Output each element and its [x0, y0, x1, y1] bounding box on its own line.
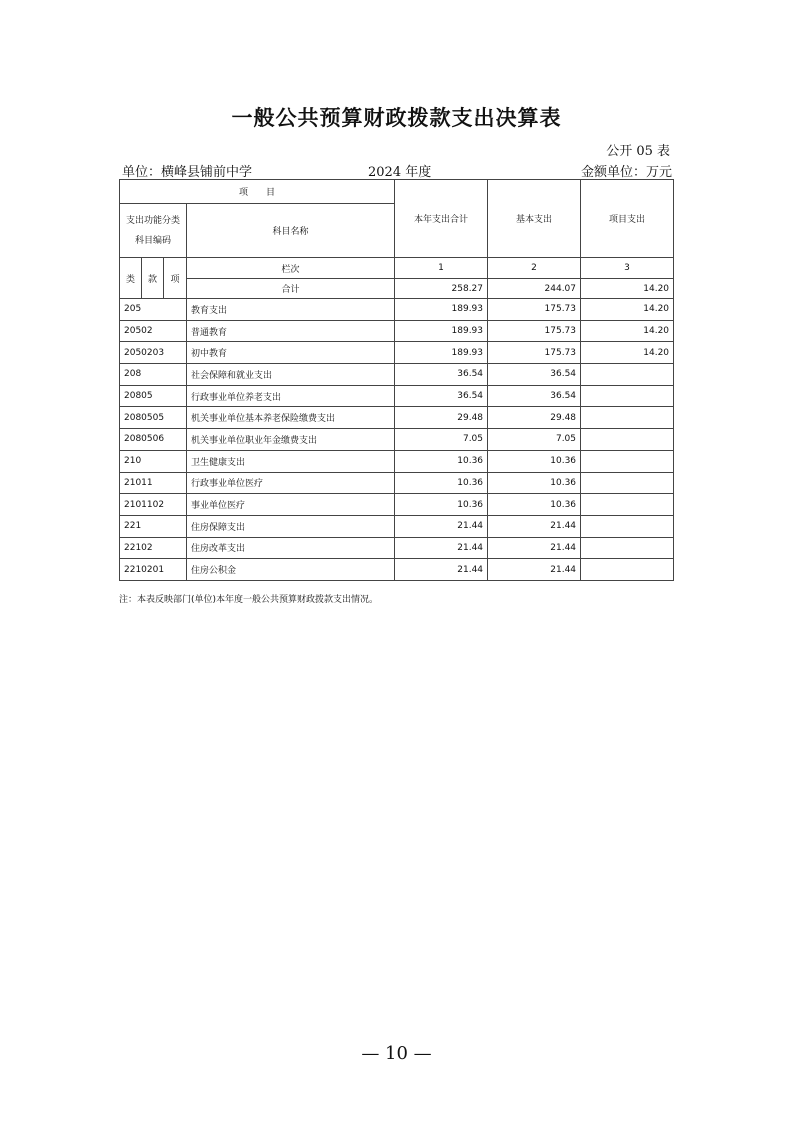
row-basic: 7.05: [488, 429, 581, 451]
func-class-line2: 科目编码: [134, 235, 171, 246]
total-row-project: 14.20: [581, 279, 674, 299]
row-total: 189.93: [395, 320, 488, 342]
row-code: 22102: [120, 537, 187, 559]
table-row: [120, 385, 674, 407]
total-row: [120, 279, 674, 299]
row-code: 2101102: [120, 494, 187, 516]
row-basic: 36.54: [488, 364, 581, 386]
row-basic: 10.36: [488, 494, 581, 516]
total-row-total: 258.27: [395, 279, 488, 299]
total-row-label: 合计: [187, 279, 395, 299]
row-code: 208: [120, 364, 187, 386]
table-note: 注：本表反映部门(单位)本年度一般公共预算财政拨款支出情况。: [119, 595, 379, 605]
row-basic: 21.44: [488, 559, 581, 581]
row-code: 20805: [120, 385, 187, 407]
func-class-line1: 支出功能分类: [125, 215, 180, 226]
row-total: 10.36: [395, 450, 488, 472]
row-name: 住房改革支出: [187, 537, 395, 559]
total-row-basic: 244.07: [488, 279, 581, 299]
row-project: [581, 450, 674, 472]
row-name: 行政事业单位医疗: [187, 472, 395, 494]
row-project: [581, 364, 674, 386]
row-name: 事业单位医疗: [187, 494, 395, 516]
row-basic: 10.36: [488, 450, 581, 472]
table-row: [120, 429, 674, 451]
table-row: [120, 472, 674, 494]
row-project: [581, 494, 674, 516]
table-row: [120, 320, 674, 342]
row-total: 21.44: [395, 537, 488, 559]
table-row: [120, 299, 674, 321]
row-total: 21.44: [395, 559, 488, 581]
row-name: 初中教育: [187, 342, 395, 364]
row-name: 住房保障支出: [187, 515, 395, 537]
row-total: 36.54: [395, 364, 488, 386]
row-name: 机关事业单位基本养老保险缴费支出: [187, 407, 395, 429]
subject-name-header: 科目名称: [187, 204, 395, 258]
total-header: 本年支出合计: [395, 180, 488, 258]
table-row: [120, 515, 674, 537]
row-basic: 175.73: [488, 299, 581, 321]
row-project: [581, 537, 674, 559]
row-name: 普通教育: [187, 320, 395, 342]
row-basic: 10.36: [488, 472, 581, 494]
table-row: [120, 342, 674, 364]
row-project: [581, 515, 674, 537]
row-name: 住房公积金: [187, 559, 395, 581]
row-code: 20502: [120, 320, 187, 342]
row-project: 14.20: [581, 299, 674, 321]
row-total: 21.44: [395, 515, 488, 537]
row-basic: 29.48: [488, 407, 581, 429]
row-code: 2080505: [120, 407, 187, 429]
row-total: 10.36: [395, 494, 488, 516]
table-row: [120, 537, 674, 559]
row-total: 29.48: [395, 407, 488, 429]
row-total: 7.05: [395, 429, 488, 451]
row-code: 205: [120, 299, 187, 321]
row-name: 卫生健康支出: [187, 450, 395, 472]
row-code: 21011: [120, 472, 187, 494]
project-expense-header: 项目支出: [581, 180, 674, 258]
basic-header: 基本支出: [488, 180, 581, 258]
page-number: — 10 —: [361, 1043, 432, 1064]
row-basic: 21.44: [488, 537, 581, 559]
kuan-header: 款: [142, 258, 164, 299]
row-code: 210: [120, 450, 187, 472]
row-name: 机关事业单位职业年金缴费支出: [187, 429, 395, 451]
func-class-header: [120, 204, 187, 258]
table-row: [120, 364, 674, 386]
row-code: 221: [120, 515, 187, 537]
row-code: 2050203: [120, 342, 187, 364]
col-number-3: 3: [581, 258, 674, 279]
row-project: [581, 407, 674, 429]
col-number-1: 1: [395, 258, 488, 279]
row-project: 14.20: [581, 320, 674, 342]
row-basic: 21.44: [488, 515, 581, 537]
col-number-2: 2: [488, 258, 581, 279]
amount-unit-label: 金额单位：万元: [580, 165, 672, 180]
row-name: 行政事业单位养老支出: [187, 385, 395, 407]
row-total: 36.54: [395, 385, 488, 407]
lei-header: 类: [120, 258, 142, 299]
table-row: [120, 559, 674, 581]
row-name: 社会保障和就业支出: [187, 364, 395, 386]
project-header: 项 目: [120, 180, 395, 204]
row-project: 14.20: [581, 342, 674, 364]
expenditure-table: [119, 179, 674, 581]
table-row: [120, 407, 674, 429]
row-code: 2210201: [120, 559, 187, 581]
row-name: 教育支出: [187, 299, 395, 321]
row-total: 10.36: [395, 472, 488, 494]
row-project: [581, 472, 674, 494]
xiang-header: 项: [164, 258, 187, 299]
table-row: [120, 494, 674, 516]
lanci-label: 栏次: [187, 258, 395, 279]
unit-label: 单位：横峰县铺前中学: [122, 165, 253, 180]
row-project: [581, 429, 674, 451]
row-basic: 175.73: [488, 342, 581, 364]
table-row: [120, 450, 674, 472]
form-number: 公开 05 表: [606, 144, 670, 159]
page-title: 一般公共预算财政拨款支出决算表: [231, 105, 562, 130]
year-label: 2024 年度: [368, 165, 432, 180]
row-basic: 175.73: [488, 320, 581, 342]
row-total: 189.93: [395, 342, 488, 364]
row-total: 189.93: [395, 299, 488, 321]
row-code: 2080506: [120, 429, 187, 451]
row-basic: 36.54: [488, 385, 581, 407]
row-project: [581, 385, 674, 407]
row-project: [581, 559, 674, 581]
